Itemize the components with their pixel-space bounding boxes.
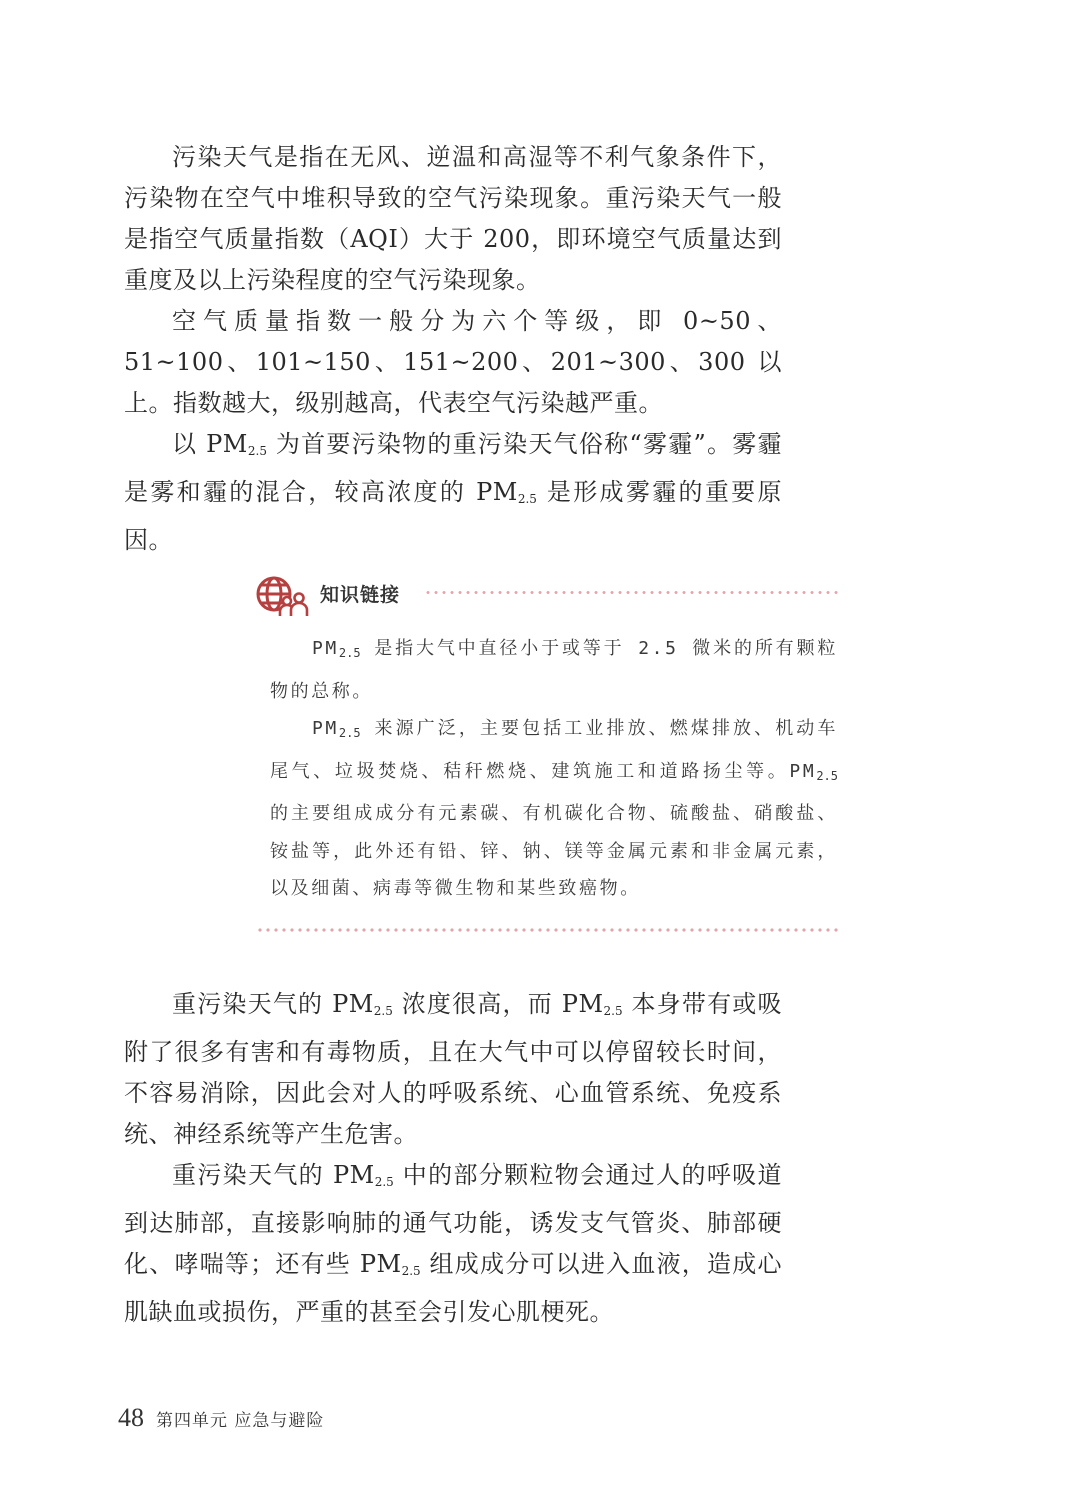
- subscript: 2.5: [338, 726, 361, 740]
- knowledge-paragraph: $PM_{2.5}$ 是指大气中直径小于或等于 2.5 微米的所有颗粒物的总称。: [270, 638, 838, 702]
- subscript: 2.5: [374, 1175, 394, 1189]
- paragraph: 空气质量指数一般分为六个等级，即 0~50、51~100、101~150、151~200、201~300、300 以上。指数越大，级别越高，代表空气污染越严重。: [124, 307, 782, 417]
- knowledge-body: [254, 630, 838, 908]
- unit-title: 第四单元 应急与避险: [156, 1411, 325, 1431]
- page-number: 48: [118, 1403, 144, 1432]
- dotted-divider: [424, 591, 838, 594]
- subscript: 2.5: [401, 1264, 421, 1278]
- subscript: 2.5: [247, 444, 267, 458]
- main-text-top: [124, 137, 782, 561]
- knowledge-title: 知识链接: [320, 584, 401, 606]
- knowledge-link-box: [254, 568, 838, 932]
- subscript: 2.5: [338, 646, 361, 660]
- paragraph: 污染天气是指在无风、逆温和高湿等不利气象条件下，污染物在空气中堆积导致的空气污染现象。重污染天气一般是指空气质量指数（AQI）大于 200，即环境空气质量达到重度及以上污染程度的空气污染现象。: [124, 143, 782, 294]
- page-footer: [118, 1403, 324, 1433]
- subscript: 2.5: [517, 492, 537, 506]
- paragraph: 重污染天气的 $PM_{2.5}$ 浓度很高，而 $PM_{2.5}$ 本身带有或吸附了很多有害和有毒物质，且在大气中可以停留较长时间，不容易消除，因此会对人的呼吸系统、心血管系统、免疫系统、神经系统等产生危害。: [124, 990, 782, 1148]
- knowledge-paragraph: $PM_{2.5}$ 来源广泛，主要包括工业排放、燃煤排放、机动车尾气、垃圾焚烧、秸秆燃烧、建筑施工和道路扬尘等。$PM_{2.5}$ 的主要组成成分有元素碳、有机碳化合物、硫酸盐、硝酸盐、铵盐等，此外还有铅、锌、钠、镁等金属元素和非金属元素，以及细菌、病毒等微生物和某些致癌物。: [270, 718, 838, 899]
- paragraph: 重污染天气的 $PM_{2.5}$ 中的部分颗粒物会通过人的呼吸道到达肺部，直接影响肺的通气功能，诱发支气管炎、肺部硬化、哮喘等；还有些 $PM_{2.5}$ 组成成分可以进入血液，造成心肌缺血或损伤，严重的甚至会引发心肌梗死。: [124, 1161, 782, 1326]
- paragraph: 以 $PM_{2.5}$ 为首要污染物的重污染天气俗称“雾霾”。雾霾是雾和霾的混合，较高浓度的 $PM_{2.5}$ 是形成雾霾的重要原因。: [124, 430, 782, 554]
- subscript: 2.5: [603, 1004, 623, 1018]
- globe-people-icon: [254, 572, 314, 618]
- dotted-divider: [256, 928, 838, 932]
- main-text-bottom: [124, 984, 782, 1333]
- subscript: 2.5: [373, 1004, 393, 1018]
- knowledge-header: [254, 568, 838, 618]
- subscript: 2.5: [816, 768, 838, 783]
